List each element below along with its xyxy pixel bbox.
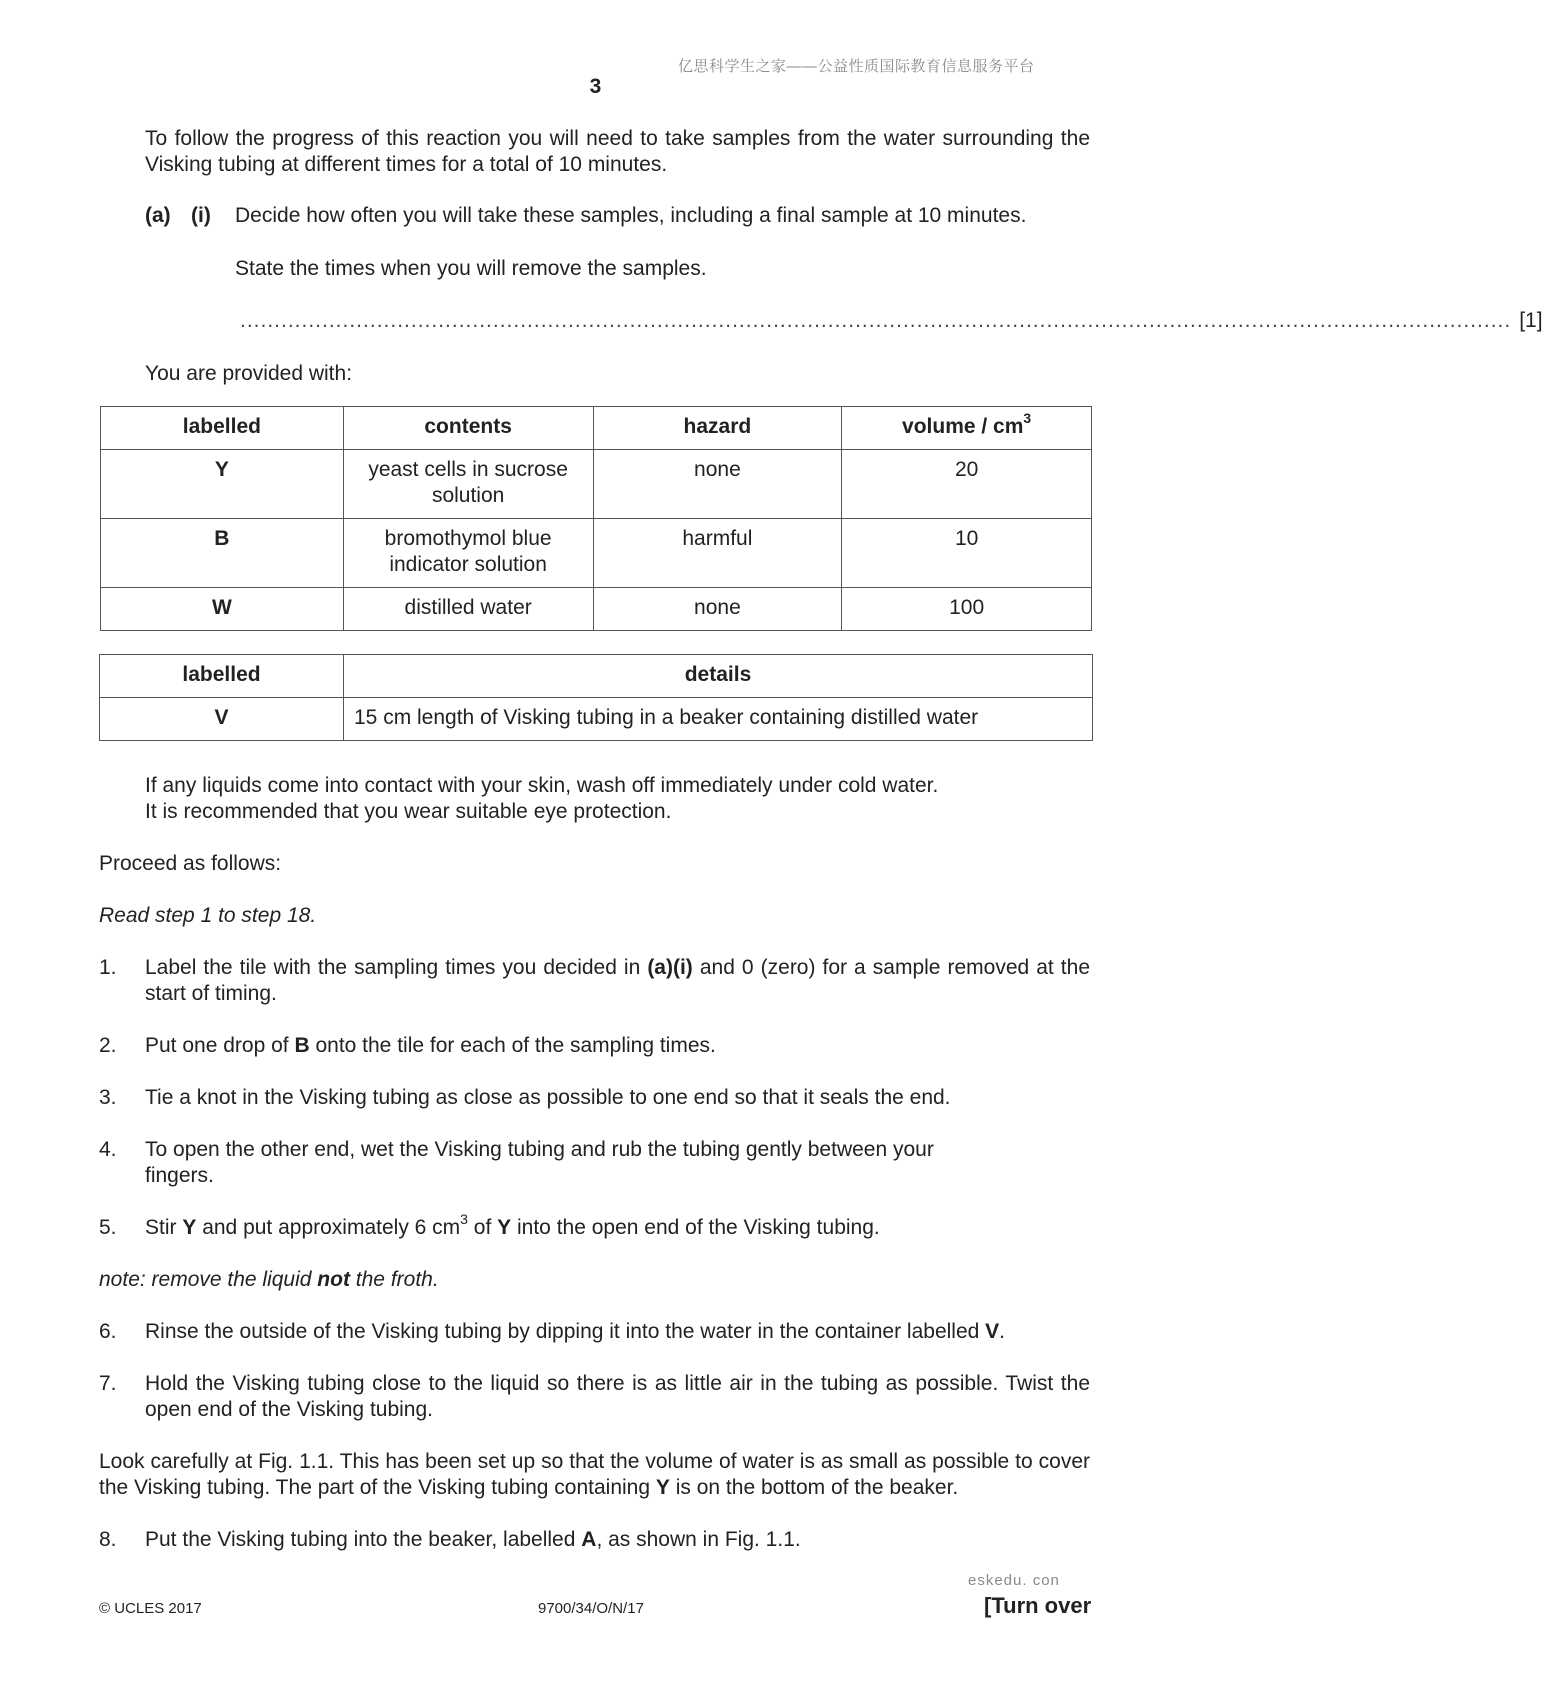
table-row <box>101 450 1092 519</box>
superscript: 3 <box>1023 410 1032 426</box>
answer-line[interactable] <box>240 308 1543 334</box>
header-watermark: 亿思科学生之家——公益性质国际教育信息服务平台 <box>678 58 1035 75</box>
proceed-label: Proceed as follows: <box>99 852 282 875</box>
table-row <box>100 698 1093 741</box>
table-cell: yeast cells in sucrose solution <box>343 450 593 519</box>
turn-over-label: [Turn over <box>984 1593 1092 1618</box>
step-text: Stir Y and put approximately 6 $cm^3$ of Y into the open end of the Visking tubing. <box>145 1211 880 1239</box>
intro-paragraph: To follow the progress of this reaction you will need to take samples from the water surrounding the Visking tubing at different times for a total of 10 minutes. <box>145 127 1090 176</box>
step-text: Rinse the outside of the Visking tubing by dipping it into the water in the container labelled V. <box>145 1320 1006 1343</box>
paper-code: 9700/34/O/N/17 <box>538 1600 644 1617</box>
list-item <box>99 1085 1090 1111</box>
step-number: 4. <box>99 1138 117 1161</box>
table-cell: Y <box>101 450 344 519</box>
table-cell: 15 cm length of Visking tubing in a beaker containing distilled water <box>344 698 1093 741</box>
fig-instruction: Look carefully at Fig. 1.1. This has been set up so that the volume of water is as small as possible to cover the Visking tubing. The part of the Visking tubing containing Y is on the bottom of the beaker. <box>99 1450 1090 1499</box>
list-item <box>99 1033 1090 1059</box>
table-header-row <box>100 655 1093 698</box>
question-part-label: (a) <box>145 204 171 227</box>
table-cell: bromothymol blue indicator solution <box>343 519 593 588</box>
step-number: 5. <box>99 1216 117 1239</box>
column-header: details <box>344 655 1093 698</box>
column-header: labelled <box>100 655 344 698</box>
details-table <box>99 654 1093 741</box>
table-cell: V <box>100 698 344 741</box>
step-number: 6. <box>99 1320 117 1343</box>
read-steps-note: Read step 1 to step 18. <box>99 904 317 927</box>
step-text: To open the other end, wet the Visking tubing and rub the tubing gently between your fingers. <box>145 1138 934 1187</box>
footer-watermark: eskedu. con <box>968 1572 1060 1589</box>
table-cell: 10 <box>842 519 1092 588</box>
safety-line-1: If any liquids come into contact with your skin, wash off immediately under cold water. <box>145 774 939 797</box>
list-item <box>99 1371 1090 1423</box>
column-header-text: volume / cm <box>902 415 1024 438</box>
marks-label: [1] <box>1519 309 1543 332</box>
table-cell: none <box>593 450 842 519</box>
column-header <box>842 407 1092 450</box>
safety-line-2: It is recommended that you wear suitable eye protection. <box>145 800 672 823</box>
step-text: Label the tile with the sampling times you decided in (a)(i) and 0 (zero) for a sample removed at the start of timing. <box>145 956 1090 1005</box>
table-row <box>101 519 1092 588</box>
list-item <box>99 1319 1090 1345</box>
table-cell: none <box>593 588 842 631</box>
table-header-row <box>101 407 1092 450</box>
step-text: Tie a knot in the Visking tubing as close as possible to one end so that it seals the end. <box>145 1086 951 1109</box>
table-cell: B <box>101 519 344 588</box>
materials-table <box>100 406 1092 631</box>
question-instruction-2: State the times when you will remove the samples. <box>235 257 707 280</box>
table-row <box>101 588 1092 631</box>
question-instruction: Decide how often you will take these samples, including a final sample at 10 minutes. <box>235 204 1027 227</box>
column-header: labelled <box>101 407 344 450</box>
list-item <box>99 1527 1090 1553</box>
list-item <box>99 1137 1090 1189</box>
page-number: 3 <box>589 75 602 98</box>
step-text: Put the Visking tubing into the beaker, labelled A, as shown in Fig. 1.1. <box>145 1528 801 1551</box>
provided-label: You are provided with: <box>145 362 353 385</box>
step-number: 2. <box>99 1034 117 1057</box>
table-cell: distilled water <box>343 588 593 631</box>
table-cell: harmful <box>593 519 842 588</box>
note-text: note: remove the liquid not the froth. <box>99 1268 439 1291</box>
list-item <box>99 1211 1090 1241</box>
table-cell: 20 <box>842 450 1092 519</box>
step-number: 7. <box>99 1372 117 1395</box>
step-number: 3. <box>99 1086 117 1109</box>
step-number: 8. <box>99 1528 117 1551</box>
step-number: 1. <box>99 956 117 979</box>
step-text: Hold the Visking tubing close to the liquid so there is as little air in the tubing as possible. Twist the open end of the Visking tubing. <box>145 1372 1090 1421</box>
table-cell: W <box>101 588 344 631</box>
column-header: contents <box>343 407 593 450</box>
step-text: Put one drop of B onto the tile for each of the sampling times. <box>145 1034 716 1057</box>
answer-dots: .......................................................................................................................................................................................... <box>240 309 1512 332</box>
question-subpart-label: (i) <box>191 204 211 227</box>
copyright: © UCLES 2017 <box>99 1600 202 1617</box>
column-header: hazard <box>593 407 842 450</box>
list-item <box>99 955 1090 1007</box>
table-cell: 100 <box>842 588 1092 631</box>
